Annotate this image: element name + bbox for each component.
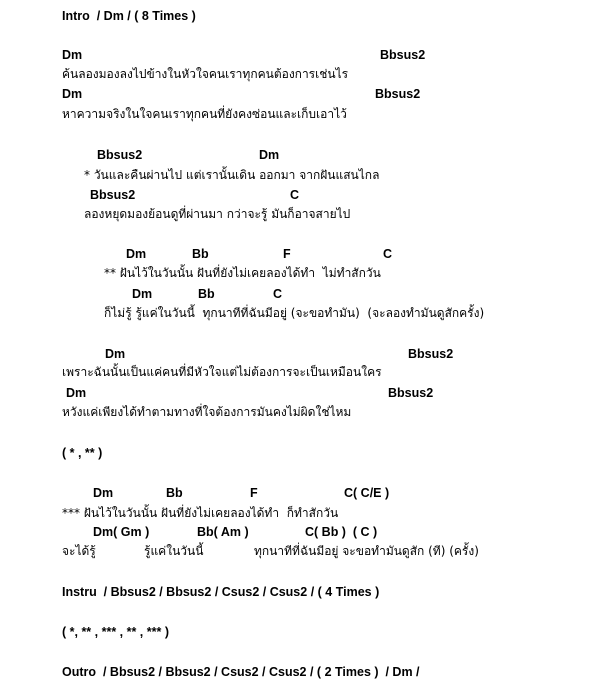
repeat-marker: ( *, ** , *** , ** , *** ) [62, 625, 169, 639]
prechorus-lyric: ลองหยุดมองย้อนดูที่ผ่านมา กว่าจะรู้ มันก็อาจสายไป [84, 207, 351, 221]
final-chorus-chord: C( Bb ) ( C ) [305, 525, 378, 539]
verse2-chord: Bbsus2 [408, 347, 454, 361]
verse2-chord: Dm [105, 347, 126, 361]
final-chorus-lyric: ทุกนาทีที่ฉันมีอยู่ จะขอทำมันดูสัก (ที) (ครั้ง) [254, 544, 479, 558]
final-chorus-chord: Bb [166, 486, 183, 500]
chorus-chord: C [383, 247, 393, 261]
prechorus-chord: Dm [259, 148, 280, 162]
chorus-chord: F [283, 247, 291, 261]
chorus-chord: Bb [192, 247, 209, 261]
instru-line: Instru / Bbsus2 / Bbsus2 / Csus2 / Csus2 / ( 4 Times ) [62, 585, 380, 599]
verse1-lyric: ค้นลองมองลงไปข้างในหัวใจคนเราทุกคนต้องการเช่นไร [62, 67, 349, 81]
final-chorus-chord: Bb( Am ) [197, 525, 249, 539]
final-chorus-chord: F [250, 486, 258, 500]
chorus-chord: Bb [198, 287, 215, 301]
final-chorus-chord: Dm [93, 486, 114, 500]
verse2-chord: Bbsus2 [388, 386, 434, 400]
verse1-chord: Dm [62, 48, 83, 62]
verse1-chord: Bbsus2 [380, 48, 426, 62]
final-chorus-chord: C( C/E ) [344, 486, 390, 500]
verse2-lyric: เพราะฉันนั้นเป็นแค่คนที่มีหัวใจแต่ไม่ต้องการจะเป็นเหมือนใคร [62, 365, 382, 379]
final-chorus-chord: Dm( Gm ) [93, 525, 150, 539]
repeat-marker: ( * , ** ) [62, 446, 103, 460]
final-chorus-lyric: รู้แค่ในวันนี้ [144, 544, 204, 558]
prechorus-chord: Bbsus2 [97, 148, 143, 162]
chorus-chord: Dm [126, 247, 147, 261]
chorus-chord: C [273, 287, 283, 301]
intro-line: Intro / Dm / ( 8 Times ) [62, 9, 196, 23]
chorus-lyric: ** ฝันไว้ในวันนั้น ฝันที่ยังไม่เคยลองได้ทำ ไม่ทำสักวัน [104, 266, 381, 280]
verse2-chord: Dm [66, 386, 87, 400]
prechorus-lyric: * วันและคืนผ่านไป แต่เรานั้นเดิน ออกมา จากฝันแสนไกล [84, 168, 380, 182]
verse1-chord: Bbsus2 [375, 87, 421, 101]
verse2-lyric: หวังแค่เพียงได้ทำตามทางที่ใจต้องการมันคงไม่ผิดใช่ไหม [62, 405, 352, 419]
final-chorus-lyric: จะได้รู้ [62, 544, 96, 558]
prechorus-chord: C [290, 188, 300, 202]
chorus-chord: Dm [132, 287, 153, 301]
prechorus-chord: Bbsus2 [90, 188, 136, 202]
verse1-chord: Dm [62, 87, 83, 101]
outro-line: Outro / Bbsus2 / Bbsus2 / Csus2 / Csus2 / ( 2 Times ) / Dm / [62, 665, 420, 679]
verse1-lyric: หาความจริงในใจคนเราทุกคนที่ยังคงซ่อนและเก็บเอาไว้ [62, 107, 347, 121]
chorus-lyric: ก็ไม่รู้ รู้แค่ในวันนี้ ทุกนาทีที่ฉันมีอยู่ (จะขอทำมัน) (จะลองทำมันดูสักครั้ง) [104, 306, 485, 320]
final-chorus-lyric: *** ฝันไว้ในวันนั้น ฝันที่ยังไม่เคยลองได้ทำ ก็ทำสักวัน [62, 506, 339, 520]
